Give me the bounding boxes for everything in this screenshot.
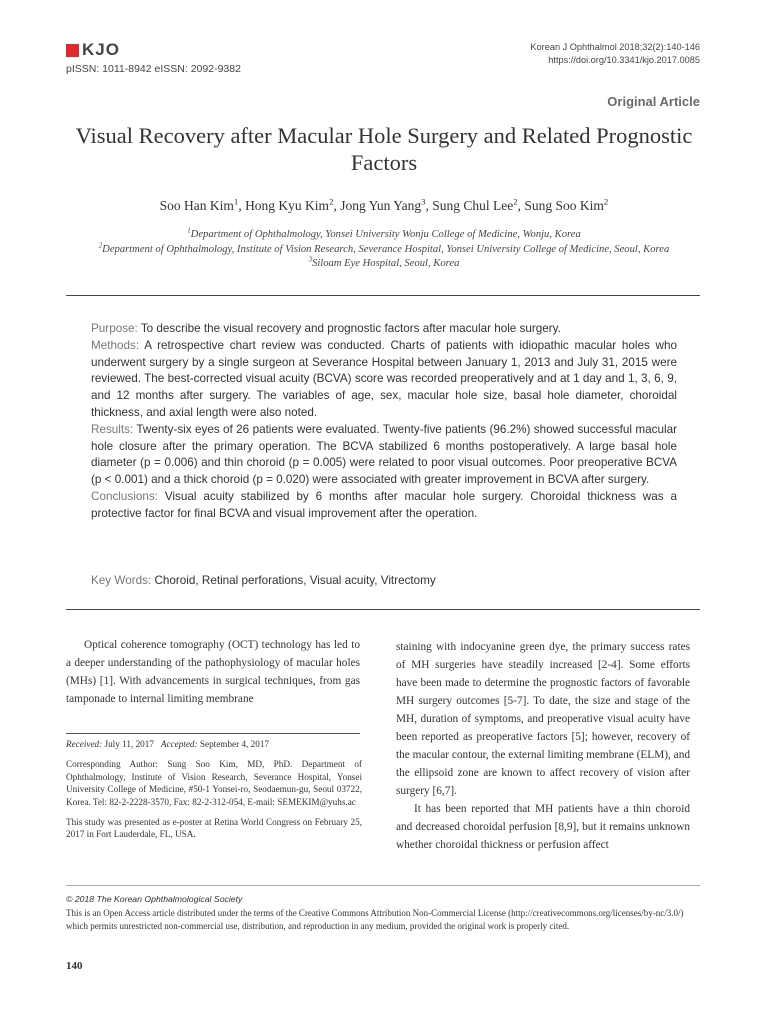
divider (66, 295, 700, 296)
abstract-purpose: Purpose: To describe the visual recovery and prognostic factors after macular hole surgery. (91, 322, 561, 335)
affiliation: $^3$Siloam Eye Hospital, Seoul, Korea (308, 256, 460, 269)
corresponding-author: Corresponding Author: Sung Soo Kim, MD, PhD. Department of Ophthalmology, Institute of Vision Research, Severance Hospital, Yonsei University College of Medicine, #50-1 Yonsei-ro, Seodaemun-gu, Seoul 03722, Korea. Tel: 82-2-2228-3570, Fax: 82-2-312-054, E-mail: SEMEKIM@yuhs.ac (66, 759, 362, 807)
divider (66, 609, 700, 610)
dates: Received: July 11, 2017 Accepted: September 4, 2017 (66, 739, 270, 749)
notes-divider (66, 733, 360, 734)
issn: pISSN: 1011-8942 eISSN: 2092-9382 (66, 63, 241, 75)
body-column-right (396, 638, 690, 854)
article-type: Original Article (607, 94, 700, 109)
keywords: Key Words: Choroid, Retinal perforations, Visual acuity, Vitrectomy (91, 574, 436, 587)
author-list: Soo Han Kim$^1$, Hong Kyu Kim$^2$, Jong Yun Yang$^3$, Sung Chul Lee$^2$, Sung Soo Kim$^2$ (159, 196, 609, 213)
author: Sung Chul Lee$^2$ (432, 196, 518, 213)
presentation-note: This study was presented as e-poster at Retina World Congress on February 25, 2017 in Fort Lauderdale, FL, USA. (66, 817, 362, 840)
journal-logo (66, 40, 120, 60)
abstract-conclusions: Conclusions: Visual acuity stabilized by 6 months after macular hole surgery. Choroidal thickness was a protective factor for final BCVA and visual improvement after the operation. (91, 489, 677, 520)
body-paragraph: staining with indocyanine green dye, the primary success rates of MH surgeries have steadily increased [2-4]. Some efforts have been made to determine the prognostic factors of favorable MH surgery outcomes [5-7]. To date, the size and stage of the MH, duration of symptoms, and preoperative visual acuity have been reported as preoperative factors [5]; however, recovery of the macular contour, the external limiting membrane (ELM), and the ellipsoid zone are known to affect recovery of vision after surgery [6,7]. (396, 641, 690, 797)
abstract-methods: Methods: A retrospective chart review was conducted. Charts of patients with idiopathic macular holes who underwent surgery by a single surgeon at Severance Hospital between January 1, 2013 and July 31, 2015 were reviewed. The best-corrected visual acuity (BCVA) score was recorded preoperatively and at 1 day and 1, 3, 6, 9, and 12 months after surgery. The variables of age, sex, macular hole size, basal hole diameter, choroidal thickness, and axial length were also noted. (91, 338, 677, 419)
citation: Korean J Ophthalmol 2018;32(2):140-146 (530, 42, 700, 52)
author: Hong Kyu Kim$^2$ (245, 196, 334, 213)
author: Jong Yun Yang$^3$ (340, 196, 426, 213)
page-number: 140 (66, 960, 83, 972)
abstract (91, 321, 677, 523)
paper-title: Visual Recovery after Macular Hole Surgery and Related Prognostic Factors (75, 123, 693, 175)
affiliation: $^1$Department of Ophthalmology, Yonsei University Wonju College of Medicine, Wonju, Korea (187, 227, 581, 240)
body-paragraph: It has been reported that MH patients have a thin choroid and decreased choroidal perfusion [8,9], but it remains unknown whether choroidal thickness or perfusion affect (396, 803, 690, 851)
license-text: This is an Open Access article distributed under the terms of the Creative Commons Attribution Non-Commercial License (http://creativecommons.org/licenses/by-nc/3.0/) which permits unrestricted non-commercial use, distribution, and reproduction in any medium, provided the original work is properly cited. (66, 907, 684, 931)
logo-text: KJO (82, 40, 120, 59)
footer-divider (66, 885, 700, 886)
doi-link[interactable]: https://doi.org/10.3341/kjo.2017.0085 (548, 55, 700, 65)
logo-mark-icon (66, 44, 79, 57)
abstract-results: Results: Twenty-six eyes of 26 patients were evaluated. Twenty-five patients (96.2%) showed successful macular hole closure after the primary operation. The BCVA stabilized 6 months postoperatively. A large basal hole diameter (p = 0.006) and thin choroid (p = 0.005) were related to poor visual outcomes. Poor preoperative BCVA (p < 0.001) and a thick choroid (p = 0.020) were associated with greater improvement in BCVA after surgery. (91, 422, 677, 487)
copyright: © 2018 The Korean Ophthalmological Society (66, 894, 243, 904)
license-footer (66, 893, 702, 934)
article-notes (66, 738, 362, 849)
author: Sung Soo Kim$^2$ (524, 196, 609, 213)
body-column-left (66, 636, 360, 708)
affiliation: $^2$Department of Ophthalmology, Institute of Vision Research, Severance Hospital, Yonsei University College of Medicine, Seoul, Korea (98, 241, 670, 255)
body-paragraph: Optical coherence tomography (OCT) technology has led to a deeper understanding of the pathophysiology of macular holes (MHs) [1]. With advancements in surgical techniques, from gas tamponade to internal limiting membrane (66, 639, 360, 705)
author: Soo Han Kim$^1$ (159, 196, 239, 213)
citation-block (530, 41, 700, 67)
affiliations (66, 228, 702, 272)
